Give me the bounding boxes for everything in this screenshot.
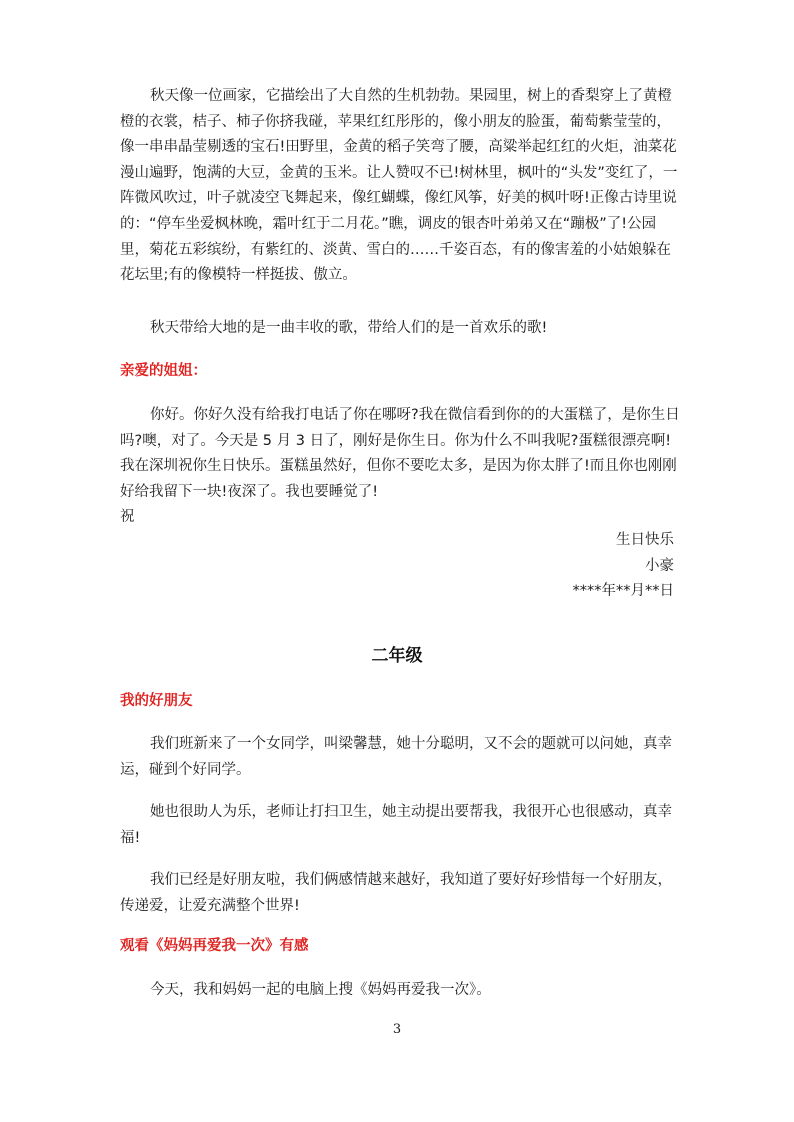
letter-heading: 亲爱的姐姐： [120,363,207,379]
letter-body: 你好。你好久没有给我打电话了你在哪呀?我在微信看到你的的大蛋糕了，是你生日吗?噢，对了。今天是 5 月 3 日了，刚好是你生日。你为什么不叫我呢?蛋糕很漂亮啊!我在深圳祝你生日快乐。蛋糕虽然好，但你不要吃太多，是因为你太胖了!而且你也刚刚好给我留下一块!夜深了。我也要睡觉了! [120,407,680,500]
movie-paragraph-1: 今天，我和妈妈一起的电脑上搜《妈妈再爱我一次》。 [150,982,491,998]
page-number: 3 [392,1022,402,1037]
friend-paragraph-1: 我们班新来了一个女同学，叫梁馨慧，她十分聪明，又不会的题就可以问她，真幸运，碰到个好同学。 [120,736,672,778]
movie-essay-heading: 观看《妈妈再爱我一次》有感 [120,938,309,954]
friend-paragraph-3: 我们已经是好朋友啦，我们俩感情越来越好，我知道了要好好珍惜每一个好朋友，传递爱，让爱充满整个世界! [120,872,672,914]
autumn-closing-paragraph: 秋天带给大地的是一曲丰收的歌，带给人们的是一首欢乐的歌! [150,320,548,336]
letter-blessing: 祝 [120,509,135,525]
letter-date: ****年**月**日 [572,583,674,599]
friend-paragraph-2: 她也很助人为乐，老师让打扫卫生，她主动提出要帮我，我很开心也很感动，真幸福! [120,804,672,846]
friend-essay-heading: 我的好朋友 [120,693,193,709]
letter-signature: 小豪 [645,558,674,574]
autumn-paragraph: 秋天像一位画家，它描绘出了大自然的生机勃勃。果园里，树上的香梨穿上了黄橙橙的衣裳，桔子、柿子你挤我碰，苹果红红彤彤的，像小朋友的脸蛋，葡萄紫莹莹的，像一串串晶莹剔透的宝石!田野里，金黄的稻子笑弯了腰，高粱举起红红的火炬，油菜花漫山遍野，饱满的大豆，金黄的玉米。让人赞叹不已!树林里，枫叶的“头发”变红了，一阵微风吹过，叶子就凌空飞舞起来，像红蝴蝶，像红风筝，好美的枫叶呀!正像古诗里说的：“停车坐爱枫林晚，霜叶红于二月花。”瞧，调皮的银杏叶弟弟又在“蹦极”了!公园里，菊花五彩缤纷，有紫红的、淡黄、雪白的……千姿百态，有的像害羞的小姑娘躲在花坛里;有的像模特一样挺拔、傲立。 [120,88,678,284]
letter-wish: 生日快乐 [616,532,674,548]
grade-title: 二年级 [371,646,423,666]
